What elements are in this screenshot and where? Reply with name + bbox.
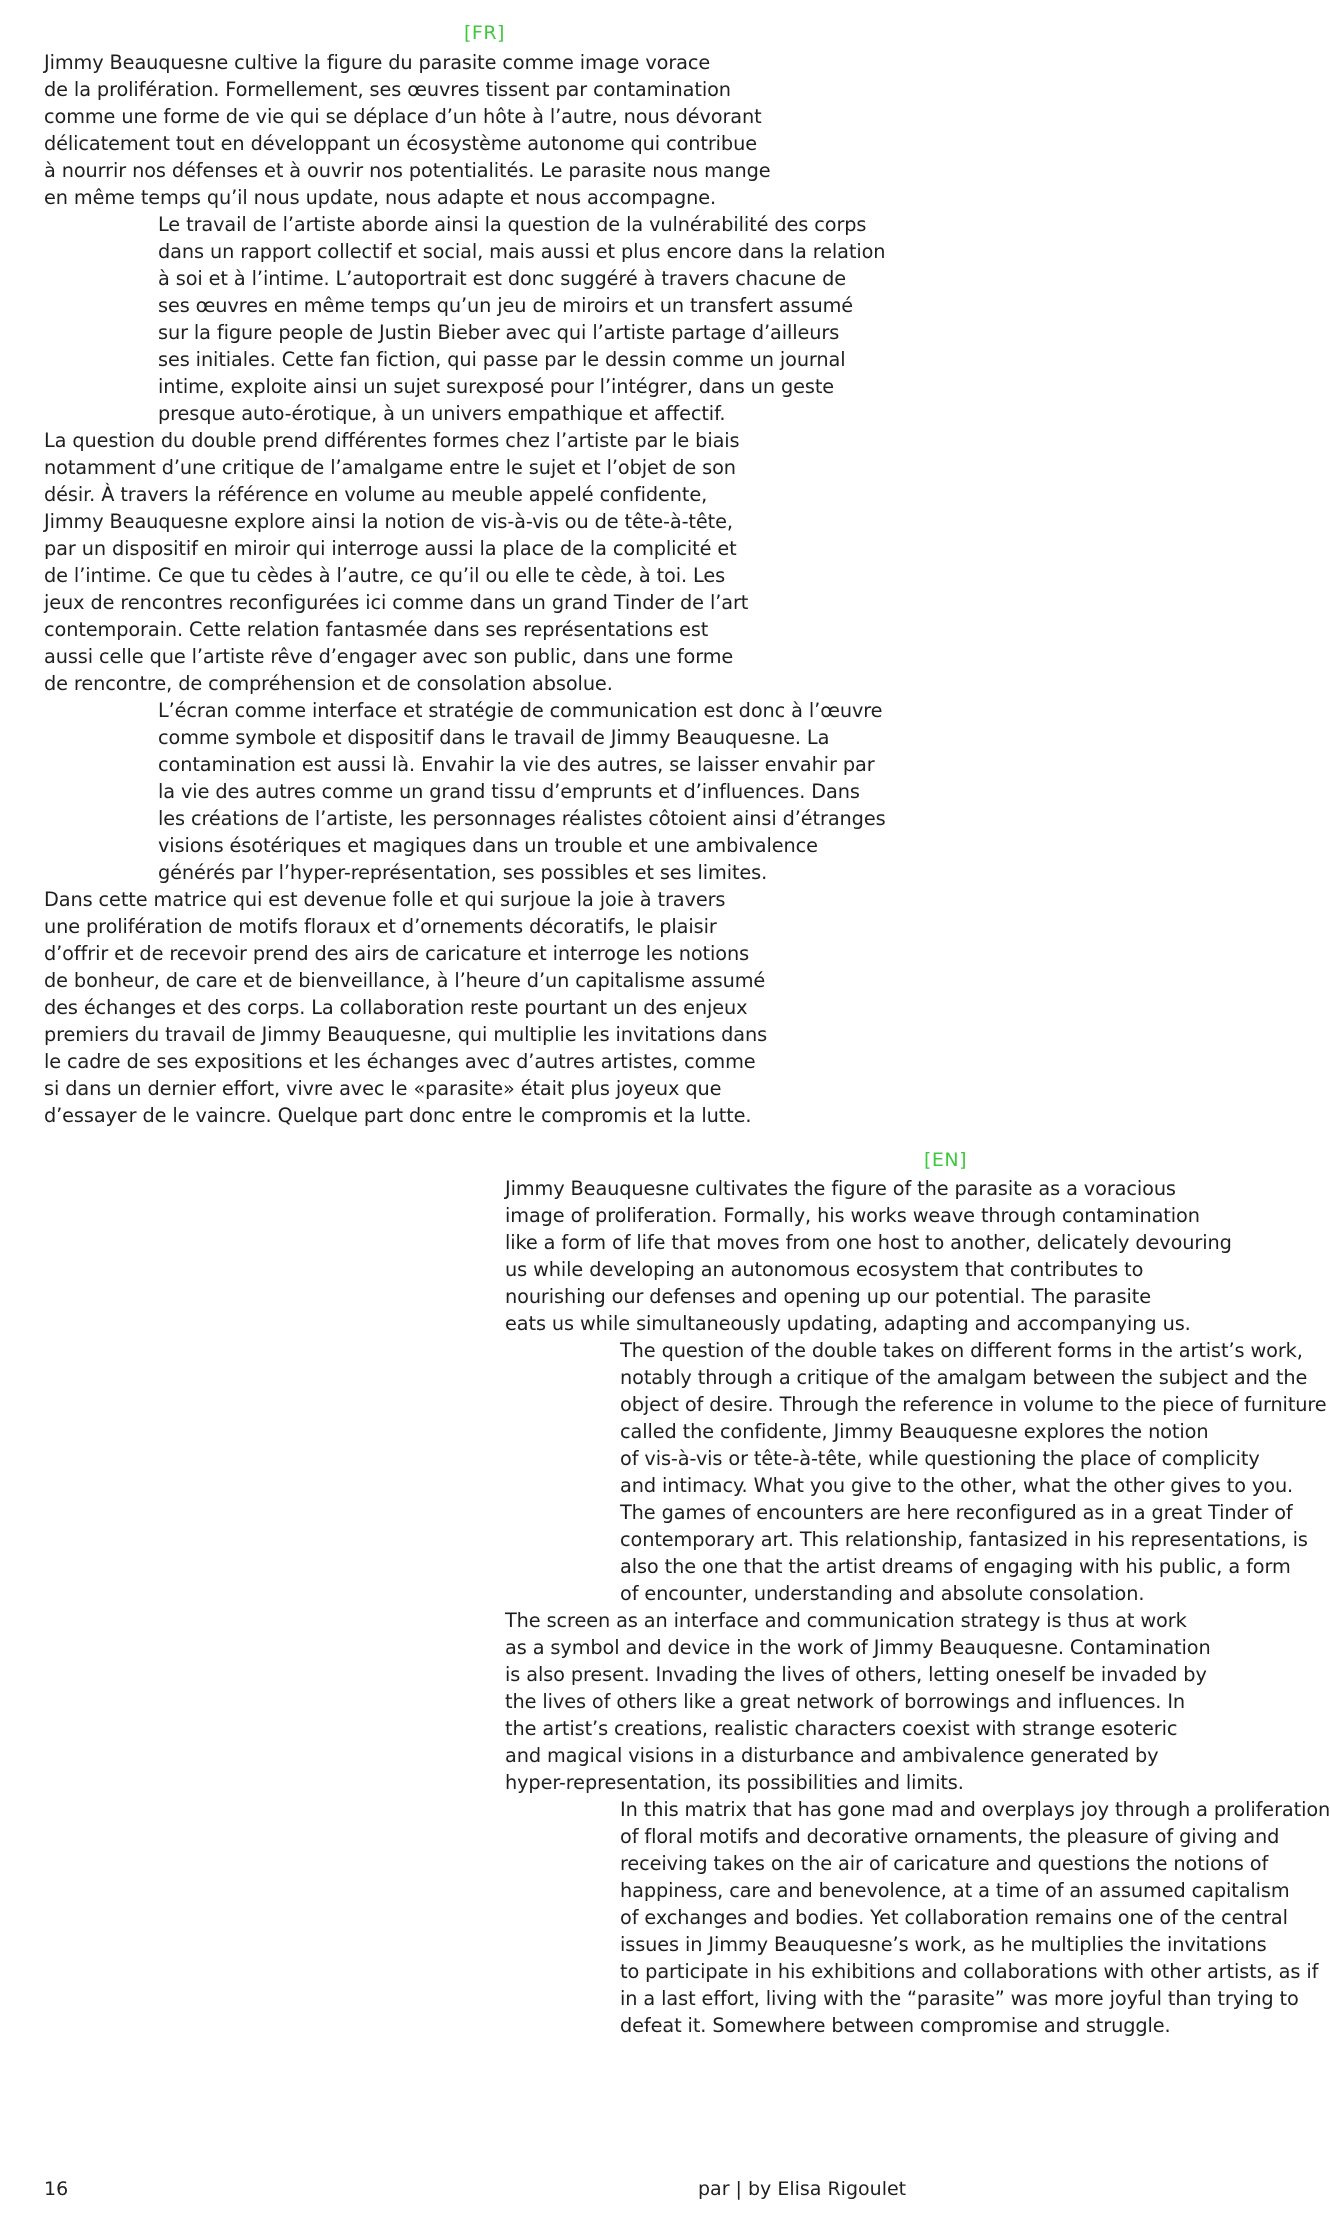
text-line: of exchanges and bodies. Yet collaboration remains one of the central: [620, 1906, 1288, 1929]
fr-paragraph-4: [158, 697, 886, 886]
text-line: comme une forme de vie qui se déplace d’un hôte à l’autre, nous dévorant: [44, 105, 762, 128]
text-line: désir. À travers la référence en volume au meuble appelé confidente,: [44, 483, 708, 506]
text-line: of vis-à-vis or tête-à-tête, while questioning the place of complicity: [620, 1447, 1260, 1470]
text-line: of floral motifs and decorative ornaments, the pleasure of giving and: [620, 1825, 1280, 1848]
text-line: eats us while simultaneously updating, adapting and accompanying us.: [505, 1312, 1191, 1335]
en-paragraph-1: [505, 1175, 1232, 1337]
text-line: defeat it. Somewhere between compromise and struggle.: [620, 2014, 1171, 2037]
text-line: notamment d’une critique de l’amalgame entre le sujet et l’objet de son: [44, 456, 736, 479]
text-line: and magical visions in a disturbance and ambivalence generated by: [505, 1744, 1159, 1767]
text-line: Jimmy Beauquesne cultive la figure du parasite comme image vorace: [44, 51, 711, 74]
text-line: L’écran comme interface et stratégie de communication est donc à l’œuvre: [158, 699, 883, 722]
text-line: happiness, care and benevolence, at a time of an assumed capitalism: [620, 1879, 1290, 1902]
text-line: sur la figure people de Justin Bieber avec qui l’artiste partage d’ailleurs: [158, 321, 840, 344]
text-line: comme symbole et dispositif dans le travail de Jimmy Beauquesne. La: [158, 726, 830, 749]
fr-paragraph-3: [44, 427, 748, 697]
text-line: Jimmy Beauquesne cultivates the figure of the parasite as a voracious: [505, 1177, 1176, 1200]
text-line: object of desire. Through the reference in volume to the piece of furniture: [620, 1393, 1327, 1416]
language-tag-en: [EN]: [924, 1149, 968, 1171]
text-line: the artist’s creations, realistic characters coexist with strange esoteric: [505, 1717, 1178, 1740]
fr-paragraph-2: [158, 211, 885, 427]
fr-paragraph-1: [44, 49, 771, 211]
text-line: de l’intime. Ce que tu cèdes à l’autre, ce qu’il ou elle te cède, à toi. Les: [44, 564, 726, 587]
text-line: contemporary art. This relationship, fantasized in his representations, is: [620, 1528, 1308, 1551]
text-line: jeux de rencontres reconfigurées ici comme dans un grand Tinder de l’art: [44, 591, 749, 614]
text-line: une prolifération de motifs floraux et d’ornements décoratifs, le plaisir: [44, 915, 717, 938]
text-line: ses œuvres en même temps qu’un jeu de miroirs et un transfert assumé: [158, 294, 854, 317]
text-line: notably through a critique of the amalgam between the subject and the: [620, 1366, 1308, 1389]
text-line: contemporain. Cette relation fantasmée dans ses représentations est: [44, 618, 709, 641]
author-credit: par | by Elisa Rigoulet: [698, 2178, 907, 2200]
text-line: contamination est aussi là. Envahir la vie des autres, se laisser envahir par: [158, 753, 875, 776]
text-line: aussi celle que l’artiste rêve d’engager avec son public, dans une forme: [44, 645, 734, 668]
text-line: is also present. Invading the lives of others, letting oneself be invaded by: [505, 1663, 1207, 1686]
text-line: de bonheur, de care et de bienveillance, à l’heure d’un capitalisme assumé: [44, 969, 766, 992]
text-line: The games of encounters are here reconfigured as in a great Tinder of: [620, 1501, 1293, 1524]
text-line: de rencontre, de compréhension et de consolation absolue.: [44, 672, 613, 695]
text-line: image of proliferation. Formally, his works weave through contamination: [505, 1204, 1200, 1227]
text-line: La question du double prend différentes formes chez l’artiste par le biais: [44, 429, 740, 452]
text-line: In this matrix that has gone mad and overplays joy through a proliferation: [620, 1798, 1330, 1821]
text-line: to participate in his exhibitions and collaborations with other artists, as if: [620, 1960, 1319, 1983]
text-line: délicatement tout en développant un écosystème autonome qui contribue: [44, 132, 757, 155]
text-line: d’offrir et de recevoir prend des airs de caricature et interroge les notions: [44, 942, 750, 965]
text-line: si dans un dernier effort, vivre avec le «parasite» était plus joyeux que: [44, 1077, 722, 1100]
text-line: des échanges et des corps. La collaboration reste pourtant un des enjeux: [44, 996, 748, 1019]
fr-paragraph-5: [44, 886, 767, 1129]
text-line: the lives of others like a great network of borrowings and influences. In: [505, 1690, 1186, 1713]
en-paragraph-3: [505, 1607, 1211, 1796]
text-line: receiving takes on the air of caricature and questions the notions of: [620, 1852, 1269, 1875]
text-line: in a last effort, living with the “parasite” was more joyful than trying to: [620, 1987, 1299, 2010]
page-number: 16: [44, 2178, 69, 2200]
text-line: la vie des autres comme un grand tissu d’emprunts et d’influences. Dans: [158, 780, 860, 803]
text-line: d’essayer de le vaincre. Quelque part donc entre le compromis et la lutte.: [44, 1104, 752, 1127]
text-line: de la prolifération. Formellement, ses œuvres tissent par contamination: [44, 78, 731, 101]
text-line: par un dispositif en miroir qui interroge aussi la place de la complicité et: [44, 537, 737, 560]
text-line: The screen as an interface and communication strategy is thus at work: [505, 1609, 1187, 1632]
text-line: issues in Jimmy Beauquesne’s work, as he multiplies the invitations: [620, 1933, 1267, 1956]
text-line: intime, exploite ainsi un sujet surexposé pour l’intégrer, dans un geste: [158, 375, 835, 398]
text-line: générés par l’hyper-représentation, ses possibles et ses limites.: [158, 861, 768, 884]
text-line: The question of the double takes on different forms in the artist’s work,: [620, 1339, 1303, 1362]
text-line: en même temps qu’il nous update, nous adapte et nous accompagne.: [44, 186, 717, 209]
text-line: as a symbol and device in the work of Jimmy Beauquesne. Contamination: [505, 1636, 1211, 1659]
text-line: also the one that the artist dreams of engaging with his public, a form: [620, 1555, 1291, 1578]
text-line: ses initiales. Cette fan fiction, qui passe par le dessin comme un journal: [158, 348, 846, 371]
text-line: nourishing our defenses and opening up our potential. The parasite: [505, 1285, 1152, 1308]
text-line: hyper-representation, its possibilities and limits.: [505, 1771, 964, 1794]
text-line: Dans cette matrice qui est devenue folle et qui surjoue la joie à travers: [44, 888, 726, 911]
text-line: presque auto-érotique, à un univers empathique et affectif.: [158, 402, 726, 425]
en-paragraph-2: [620, 1337, 1327, 1607]
text-line: Le travail de l’artiste aborde ainsi la question de la vulnérabilité des corps: [158, 213, 867, 236]
text-line: and intimacy. What you give to the other, what the other gives to you.: [620, 1474, 1294, 1497]
text-line: à nourrir nos défenses et à ouvrir nos potentialités. Le parasite nous mange: [44, 159, 771, 182]
text-line: premiers du travail de Jimmy Beauquesne, qui multiplie les invitations dans: [44, 1023, 768, 1046]
text-line: Jimmy Beauquesne explore ainsi la notion de vis-à-vis ou de tête-à-tête,: [44, 510, 733, 533]
text-line: à soi et à l’intime. L’autoportrait est donc suggéré à travers chacune de: [158, 267, 847, 290]
text-line: us while developing an autonomous ecosystem that contributes to: [505, 1258, 1144, 1281]
text-line: les créations de l’artiste, les personnages réalistes côtoient ainsi d’étranges: [158, 807, 886, 830]
text-line: called the confidente, Jimmy Beauquesne explores the notion: [620, 1420, 1209, 1443]
language-tag-fr: [FR]: [464, 22, 505, 44]
text-line: dans un rapport collectif et social, mais aussi et plus encore dans la relation: [158, 240, 886, 263]
en-paragraph-4: [620, 1796, 1330, 2039]
text-line: le cadre de ses expositions et les échanges avec d’autres artistes, comme: [44, 1050, 756, 1073]
text-line: of encounter, understanding and absolute consolation.: [620, 1582, 1145, 1605]
text-line: visions ésotériques et magiques dans un trouble et une ambivalence: [158, 834, 818, 857]
text-line: like a form of life that moves from one host to another, delicately devouring: [505, 1231, 1232, 1254]
